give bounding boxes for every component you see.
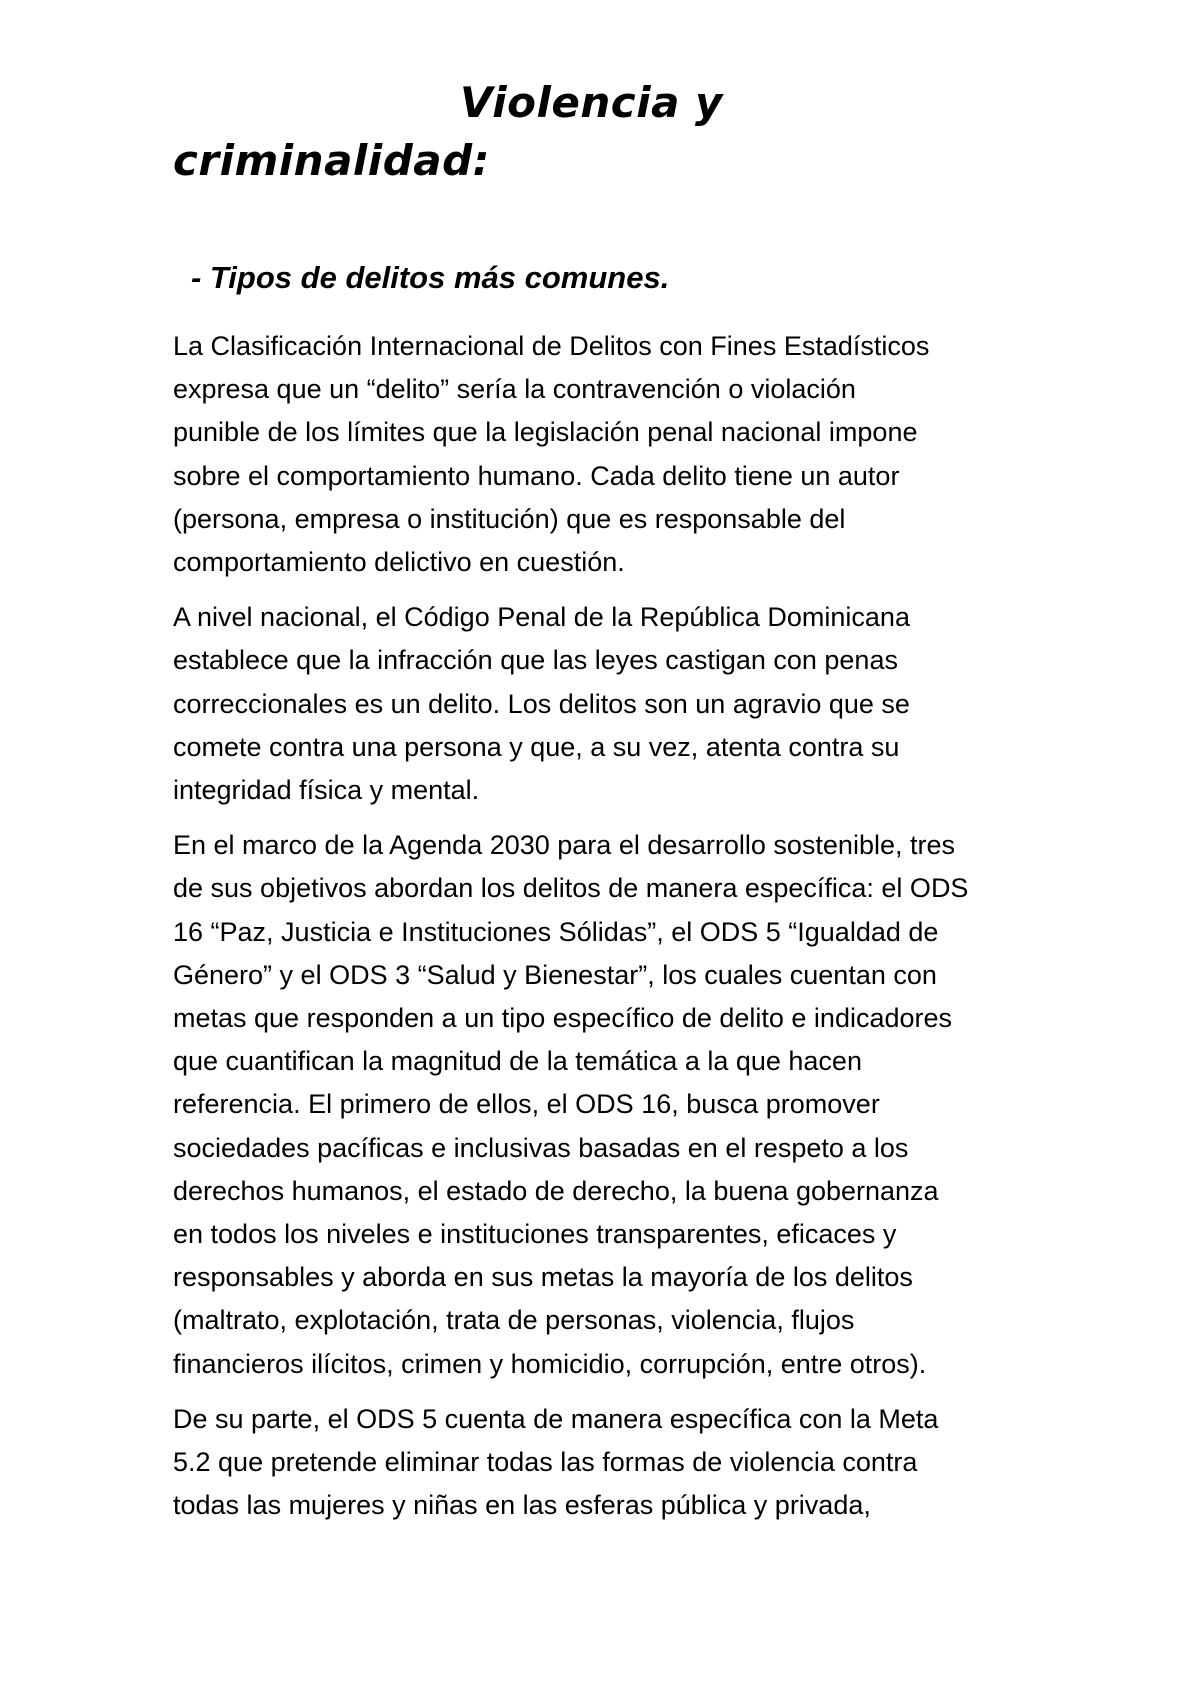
document-body: [173, 325, 1053, 1527]
document-title: [173, 74, 1073, 190]
paragraph-2: A nivel nacional, el Código Penal de la República Dominicana establece que la infracción que las leyes castigan con penas correccionales es un delito. Los delitos son un agravio que se comete contra una persona y que, a su vez, atenta contra su integridad física y mental.: [173, 602, 910, 806]
document-title-line-1: Violencia y: [460, 78, 723, 127]
paragraph-3: En el marco de la Agenda 2030 para el desarrollo sostenible, tres de sus objetivos abordan los delitos de manera específica: el ODS 16 “Paz, Justicia e Instituciones Sólidas”, el ODS 5 “Igualdad de Género” y el ODS 3 “Salud y Bienestar”, los cuales cuentan con metas que responden a un tipo específico de delito e indicadores que cuantifican la magnitud de la temática a la que hacen referencia. El primero de ellos, el ODS 16, busca promover sociedades pacíficas e inclusivas basadas en el respeto a los derechos humanos, el estado de derecho, la buena gobernanza en todos los niveles e instituciones transparentes, eficaces y responsables y aborda en sus metas la mayoría de los delitos (maltrato, explotación, trata de personas, violencia, flujos financieros ilícitos, crimen y homicidio, corrupción, entre otros).: [173, 830, 969, 1379]
paragraph-1: La Clasificación Internacional de Delitos con Fines Estadísticos expresa que un “delito” sería la contravención o violación punible de los límites que la legislación penal nacional impone sobre el comportamiento humano. Cada delito tiene un autor (persona, empresa o institución) que es responsable del comportamiento delictivo en cuestión.: [173, 331, 930, 578]
section-heading: - Tipos de delitos más comunes.: [191, 260, 670, 295]
document-title-line-2: criminalidad:: [173, 136, 490, 185]
paragraph-4: De su parte, el ODS 5 cuenta de manera específica con la Meta 5.2 que pretende eliminar todas las formas de violencia contra todas las mujeres y niñas en las esferas pública y privada,: [173, 1403, 939, 1521]
